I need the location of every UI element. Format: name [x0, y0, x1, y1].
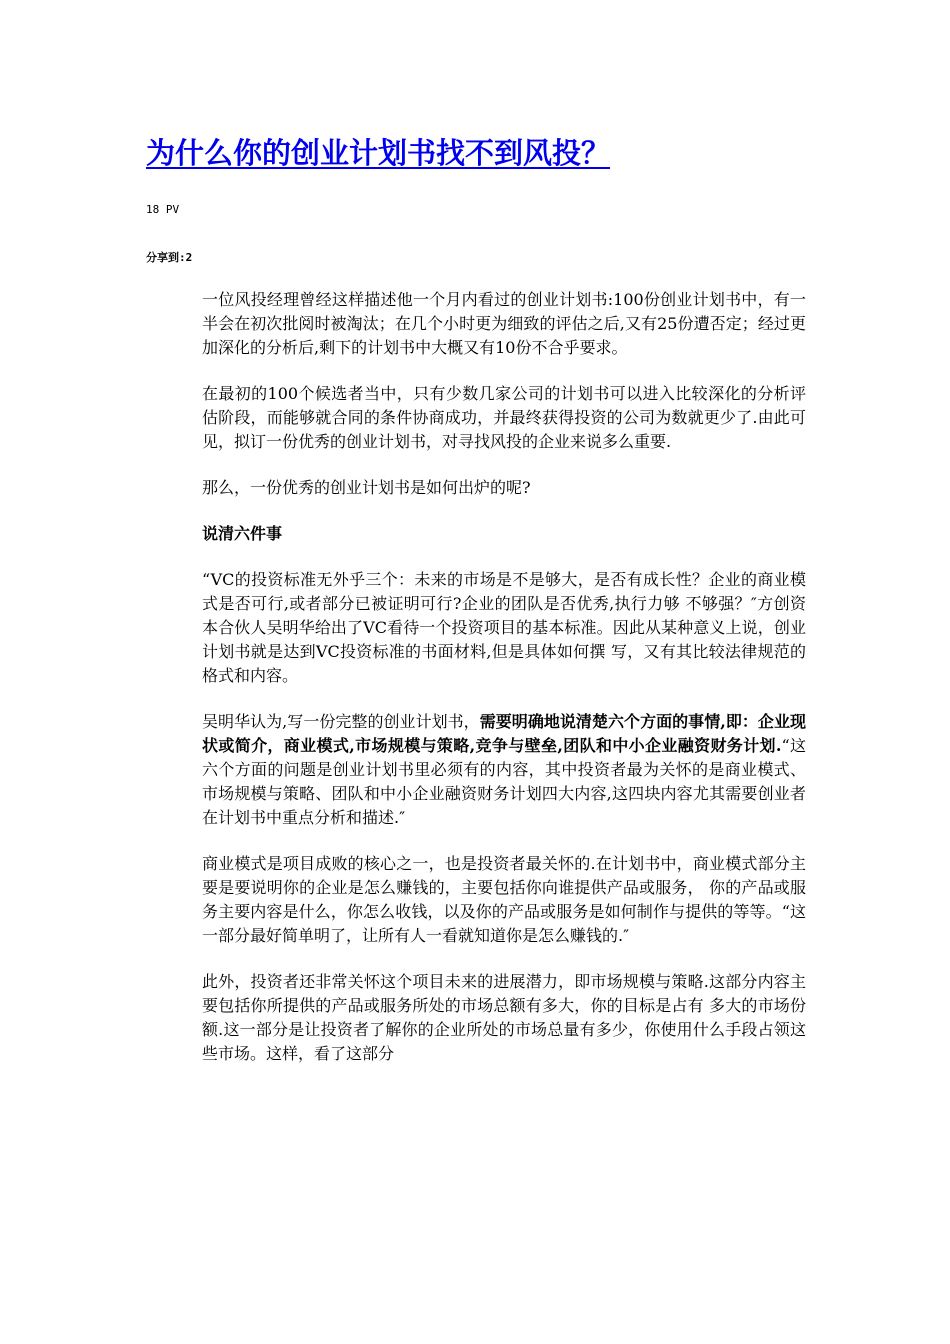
article-body [202, 288, 806, 1088]
six-aspects-quote: “这六个方面的问题是创业计划书里必须有的内容，其中投资者最为关怀的是商业模式、市场规模与策略、团队和中小企业融资财务计划四大内容,这四块内容尤其需要创业者在计划书中重点分析和描述.″ [202, 736, 806, 827]
paragraph-candidates: 在最初的100个候选者当中，只有少数几家公司的计划书可以进入比较深化的分析评估阶段，而能够就合同的条件协商成功，并最终获得投资的公司为数就更少了.由此可见，拟订一份优秀的创业计划书，对寻找风投的企业来说多么重要. [202, 384, 806, 451]
document-title [146, 133, 610, 173]
paragraph-business-model: 商业模式是项目成败的核心之一，也是投资者最关怀的.在计划书中，商业模式部分主要是要说明你的企业是怎么赚钱的，主要包括你向谁提供产品或服务， 你的产品或服务主要内容是什么，你怎么收钱，以及你的产品或服务是如何制作与提供的等等。“这一部分最好简单明了，让所有人一看就知道你是怎么赚钱的.″ [202, 854, 806, 945]
six-aspects-lead: 吴明华认为,写一份完整的创业计划书， [202, 712, 480, 731]
paragraph-vc-standards: “VC的投资标准无外乎三个：未来的市场是不是够大，是否有成长性？企业的商业模式是否可行,或者部分已被证明可行?企业的团队是否优秀,执行力够 不够强？″方创资本合伙人吴明华给出了VC看待一个投资项目的基本标准。因此从某种意义上说，创业计划书就是达到VC投资标准的书面材料,但是具体如何撰 写，又有其比较法律规范的格式和内容。 [202, 570, 806, 685]
paragraph-intro: 一位风投经理曾经这样描述他一个月内看过的创业计划书:100份创业计划书中，有一半会在初次批阅时被淘汰；在几个小时更为细致的评估之后,又有25份遭否定；经过更加深化的分析后,剩下的计划书中大概又有10份不合乎要求。 [202, 290, 806, 357]
title-link[interactable]: 为什么你的创业计划书找不到风投？ [146, 136, 611, 170]
page-view-count: 18 PV [146, 203, 180, 216]
section-heading: 说清六件事 [202, 524, 283, 543]
paragraph-market-size: 此外，投资者还非常关怀这个项目未来的进展潜力，即市场规模与策略.这部分内容主要包括你所提供的产品或服务所处的市场总额有多大，你的目标是占有 多大的市场份额.这一部分是让投资者了解你的企业所处的市场总量有多少，你使用什么手段占领这些市场。这样，看了这部分 [202, 972, 806, 1063]
paragraph-six-aspects [202, 710, 806, 830]
paragraph-question: 那么，一份优秀的创业计划书是如何出炉的呢? [202, 478, 531, 497]
six-aspects-emphasis: 需要明确地说清楚六个方面的事情,即：企业现状或简介，商业模式,市场规模与策略,竞争与壁垒,团队和中小企业融资财务计划. [202, 712, 806, 755]
share-link[interactable]: 分享到:2 [146, 251, 193, 264]
